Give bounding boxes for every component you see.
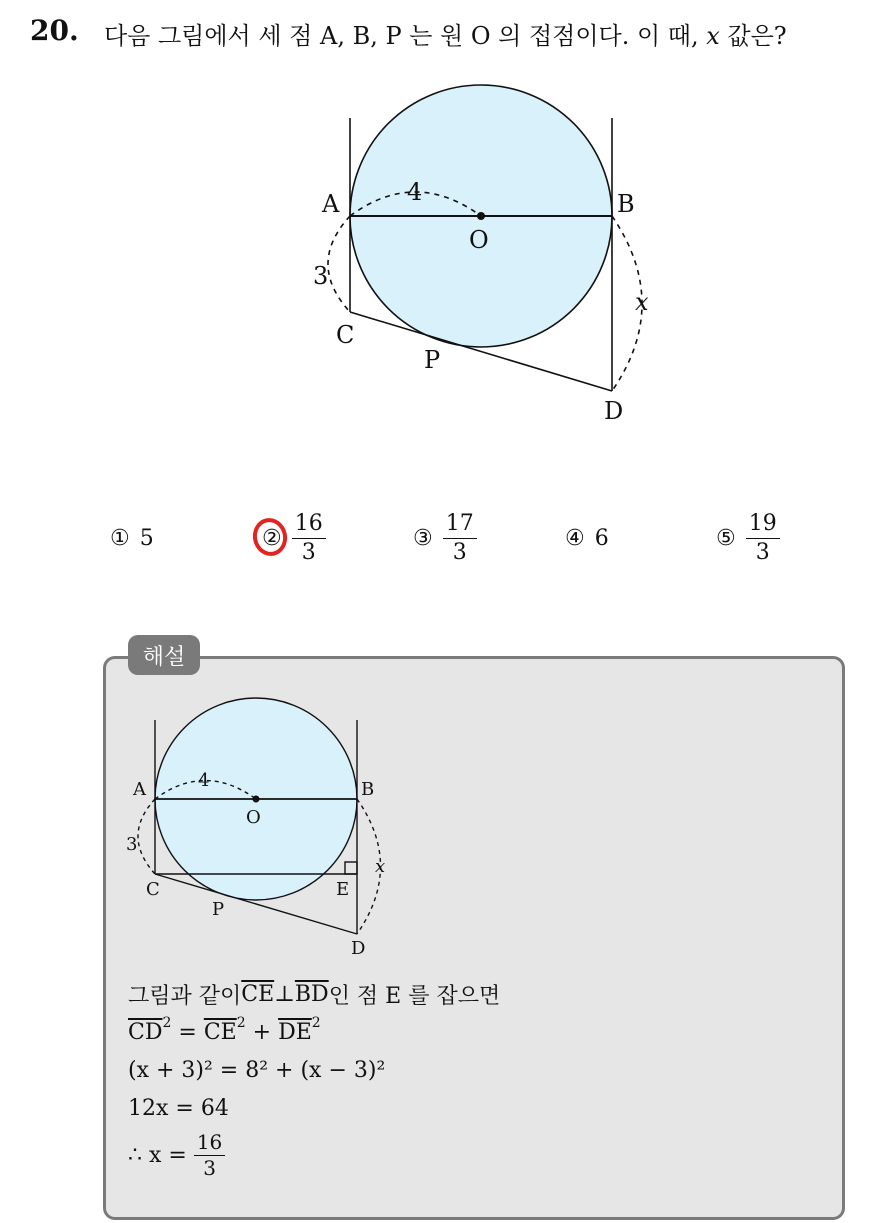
label-x: x [635, 288, 649, 316]
sol-line2-de: $\overline{DE}$ [278, 1019, 312, 1045]
sol-label-e: E [336, 879, 350, 900]
sol-label-radius: 4 [198, 770, 210, 791]
sol-label-d: D [351, 938, 366, 959]
solution-line-1 [128, 975, 500, 1013]
sol-line5-den: 3 [203, 1155, 216, 1180]
sol-line2-plus: + [245, 1019, 279, 1045]
sol-label-a: A [133, 779, 146, 800]
sol-line1-seg-ce: $\overline{CE}$ [241, 981, 275, 1007]
question-variable: x [706, 22, 720, 50]
solution-line-4 [128, 1089, 500, 1127]
sol-line1-seg-bd: $\overline{BD}$ [294, 981, 329, 1007]
sol-line1-prefix: 그림과 같이 [128, 983, 242, 1009]
question-number: 20. [30, 14, 79, 47]
sol-line5-prefix: ∴ x = [128, 1142, 194, 1168]
choice-3-marker: ③ [413, 525, 433, 551]
label-o: O [469, 226, 489, 254]
sol-line5-fraction [194, 1129, 225, 1180]
choice-5-den: 3 [755, 539, 770, 565]
sol-line2-ce: $\overline{CE}$ [203, 1019, 237, 1045]
sol-label-x: x [375, 856, 386, 877]
solution-text [128, 975, 500, 1183]
question-text-after: 값은? [719, 22, 787, 50]
sol-label-o: O [246, 807, 261, 828]
choice-2-marker: ② [262, 525, 282, 551]
choice-2-den: 3 [301, 539, 316, 565]
choice-5-num: 19 [746, 512, 780, 538]
sol-line2-eq: = [171, 1019, 204, 1045]
label-c: C [336, 321, 355, 349]
label-radius: 4 [407, 178, 423, 206]
choice-2-num: 16 [292, 512, 326, 538]
label-ac: 3 [313, 262, 329, 290]
sol-line5-num: 16 [194, 1132, 225, 1156]
label-d: D [604, 397, 624, 425]
question-text-before: 다음 그림에서 세 점 A, B, P 는 원 O 의 접점이다. 이 때, [104, 22, 707, 50]
solution-line-2 [128, 1013, 500, 1051]
sol-line2-cd: $\overline{CD}$ [128, 1019, 163, 1045]
sol-line3-text: (x + 3)² = 8² + (x − 3)² [128, 1057, 386, 1083]
choice-4-marker: ④ [565, 525, 585, 551]
sol-center-dot [253, 796, 260, 803]
sol-line1-suffix: 인 점 E 를 잡으면 [328, 983, 501, 1009]
choice-3-den: 3 [452, 539, 467, 565]
choice-4-value: 6 [594, 525, 609, 551]
sol-label-c: C [146, 879, 160, 900]
sol-line2-sq2: 2 [236, 1015, 246, 1031]
label-b: B [617, 190, 635, 218]
sol-line2-sq1: 2 [162, 1015, 172, 1031]
sol-arc-ac [138, 799, 155, 874]
choice-3-num: 17 [443, 512, 477, 538]
right-angle-mark [345, 862, 357, 874]
sol-line1-perp: ⊥ [274, 981, 295, 1007]
sol-label-b: B [361, 779, 375, 800]
sol-label-p: P [212, 899, 225, 920]
solution-tag: 해설 [128, 635, 200, 675]
choice-5-marker: ⑤ [716, 525, 736, 551]
sol-label-ac: 3 [126, 834, 138, 855]
choice-1-marker: ① [110, 525, 130, 551]
label-p: P [424, 346, 441, 374]
sol-line4-text: 12x = 64 [128, 1095, 229, 1121]
sol-line2-sq3: 2 [311, 1015, 321, 1031]
label-a: A [322, 190, 340, 218]
solution-line-5 [128, 1127, 500, 1183]
solution-line-3 [128, 1051, 500, 1089]
choice-1-value: 5 [139, 525, 154, 551]
